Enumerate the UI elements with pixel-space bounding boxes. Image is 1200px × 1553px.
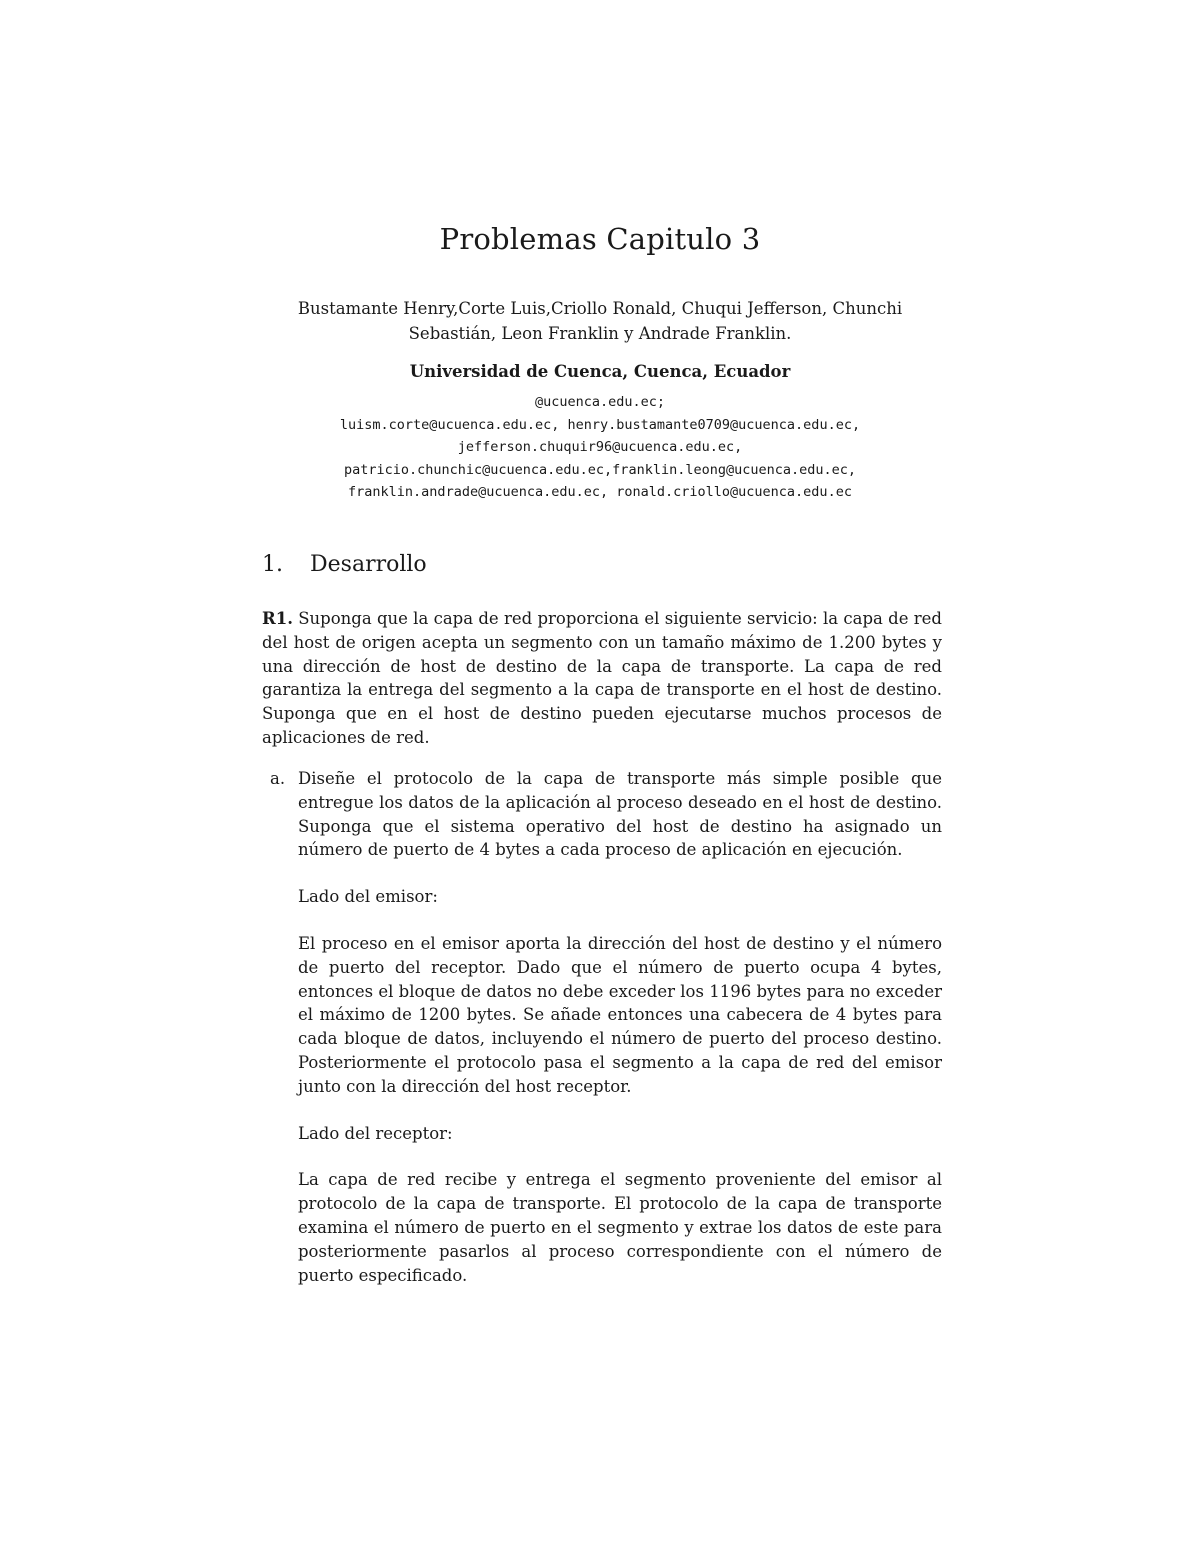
item-question: Diseñe el protocolo de la capa de transporte más simple posible que entregue los datos de la aplicación al proceso deseado en el host de destino. Suponga que el sistema operativo del host de destino ha asignado un número de puerto de 4 bytes a cada proceso de aplicación en ejecución. bbox=[298, 769, 942, 860]
sender-text: El proceso en el emisor aporta la dirección del host de destino y el número de puerto del receptor. Dado que el número de puerto ocupa 4 bytes, entonces el bloque de datos no debe exceder los 1196 bytes para no exceder el máximo de 1200 bytes. Se añade entonces una cabecera de 4 bytes para cada bloque de datos, incluyendo el número de puerto del proceso destino. Posteriormente el protocolo pasa el segmento a la capa de red del emisor junto con la dirección del host receptor. bbox=[298, 933, 942, 1096]
question-label: R1. bbox=[262, 609, 293, 628]
section-title: Desarrollo bbox=[310, 552, 427, 577]
email-list bbox=[0, 391, 1200, 504]
email-line: @ucuenca.edu.ec; bbox=[534, 394, 666, 410]
paper-title: Problemas Capitulo 3 bbox=[439, 222, 761, 256]
section-number: 1. bbox=[262, 552, 283, 577]
section-heading bbox=[262, 552, 427, 577]
sender-heading: Lado del emisor: bbox=[298, 887, 438, 907]
list-marker: a. bbox=[270, 769, 286, 788]
email-line: luism.corte@ucuenca.edu.ec, henry.bustamante0709@ucuenca.edu.ec, bbox=[339, 416, 861, 433]
email-line: jefferson.chuquir96@ucuenca.edu.ec, bbox=[457, 439, 743, 456]
affiliation: Universidad de Cuenca, Cuenca, Ecuador bbox=[409, 362, 791, 381]
email-line: patricio.chunchic@ucuenca.edu.ec,franklin.leong@ucuenca.edu.ec, bbox=[343, 461, 857, 478]
question-r1 bbox=[262, 607, 942, 750]
list-item-body bbox=[298, 767, 942, 1287]
receiver-text: La capa de red recibe y entrega el segmento proveniente del emisor al protocolo de la capa de transporte. El protocolo de la capa de transporte examina el número de puerto en el segmento y extrae los datos de este para posteriormente pasarlos al proceso correspondiente con el número de puerto especificado. bbox=[298, 1170, 942, 1285]
author-list: Bustamante Henry,Corte Luis,Criollo Ronald, Chuqui Jefferson, Chunchi Sebastián, Leon Franklin y Andrade Franklin. bbox=[297, 299, 903, 343]
question-text: Suponga que la capa de red proporciona el siguiente servicio: la capa de red del host de origen acepta un segmento con un tamaño máximo de 1.200 bytes y una dirección de host de destino de la capa de transporte. La capa de red garantiza la entrega del segmento a la capa de transporte en el host de destino. Suponga que en el host de destino pueden ejecutarse muchos procesos de aplicaciones de red. bbox=[262, 609, 942, 747]
receiver-heading: Lado del receptor: bbox=[298, 1123, 453, 1143]
email-line: franklin.andrade@ucuenca.edu.ec, ronald.criollo@ucuenca.edu.ec bbox=[348, 484, 852, 501]
